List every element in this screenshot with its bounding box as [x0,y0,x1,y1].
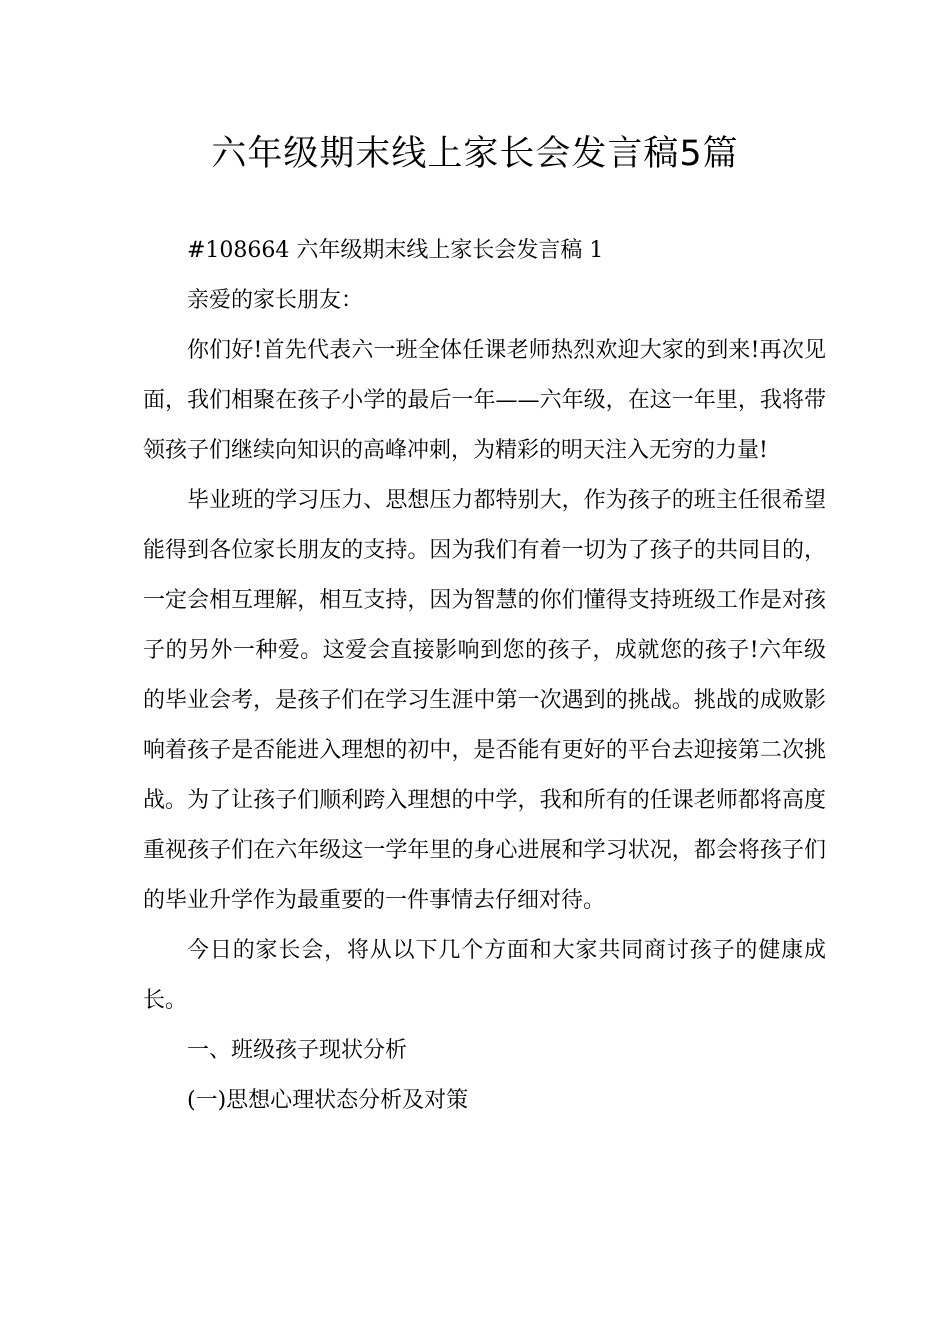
document-body [143,226,826,1126]
subsection-heading: (一)思想心理状态分析及对策 [187,1088,469,1113]
paragraph-greeting: 你们好!首先代表六一班全体任课老师热烈欢迎大家的到来!再次见面，我们相聚在孩子小学的最后一年——六年级，在这一年里，我将带领孩子们继续向知识的高峰冲刺，为精彩的明天注入无穷的力量! [143,338,826,463]
paragraph-salutation: 亲爱的家长朋友： [187,288,364,313]
document-title: 六年级期末线上家长会发言稿5篇 [211,134,739,174]
section-heading: 一、班级孩子现状分析 [187,1038,408,1063]
paragraph-heading-1: #108664 六年级期末线上家长会发言稿 1 [187,238,604,263]
paragraph-today: 今日的家长会，将从以下几个方面和大家共同商讨孩子的健康成长。 [143,938,826,1013]
paragraph-support: 毕业班的学习压力、思想压力都特别大，作为孩子的班主任很希望能得到各位家长朋友的支持。因为我们有着一切为了孩子的共同目的，一定会相互理解，相互支持，因为智慧的你们懂得支持班级工作是对孩子的另外一种爱。这爱会直接影响到您的孩子，成就您的孩子!六年级的毕业会考，是孩子们在学习生涯中第一次遇到的挑战。挑战的成败影响着孩子是否能进入理想的初中，是否能有更好的平台去迎接第二次挑战。为了让孩子们顺利跨入理想的中学，我和所有的任课老师都将高度重视孩子们在六年级这一学年里的身心进展和学习状况，都会将孩子们的毕业升学作为最重要的一件事情去仔细对待。 [143,488,826,913]
